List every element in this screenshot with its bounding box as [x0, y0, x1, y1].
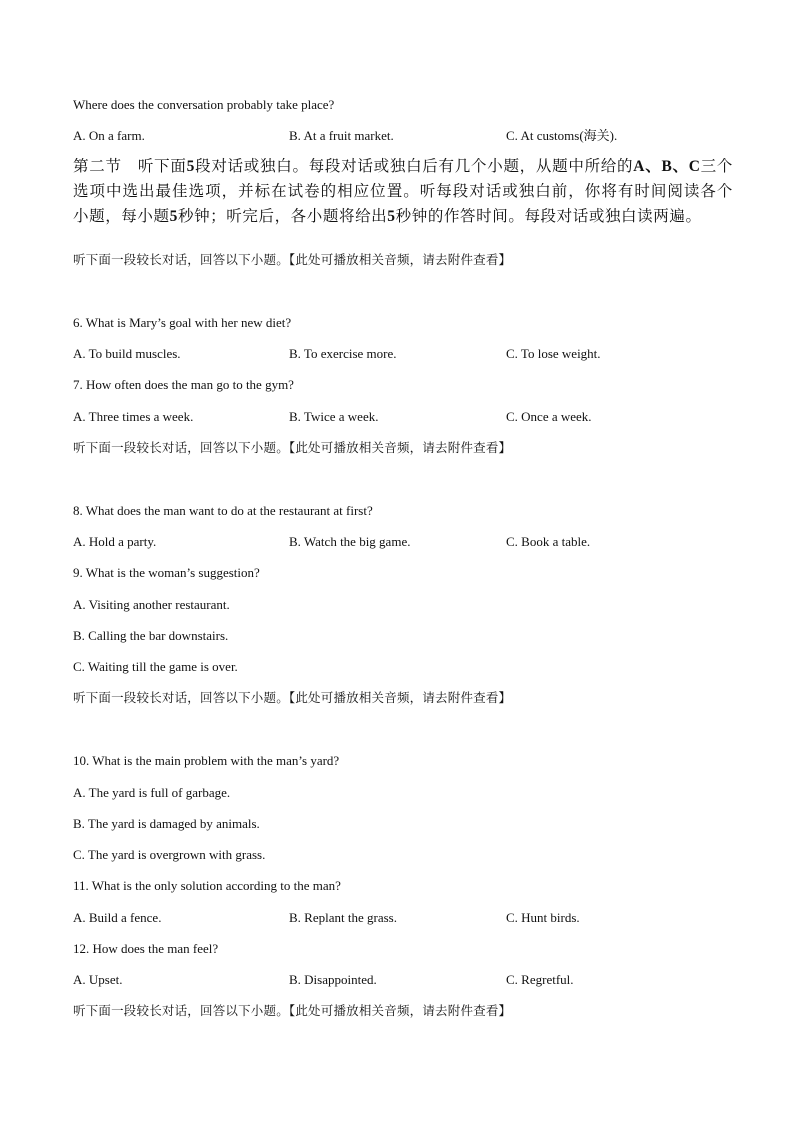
instr-text: 秒钟；听完后，各小题将给出 [177, 208, 388, 225]
instr-letter: C [688, 158, 701, 175]
option-a: A. On a farm. [73, 128, 145, 143]
question-10-option-c: C. The yard is overgrown with grass. [73, 847, 266, 862]
question-6-stem: 6. What is Mary’s goal with her new diet? [73, 315, 292, 330]
audio-note: 听下面一段较长对话，回答以下小题。【此处可播放相关音频，请去附件查看】 [73, 1004, 512, 1018]
question-5-stem: Where does the conversation probably take place? [73, 97, 335, 112]
option-a: A. Build a fence. [73, 910, 162, 925]
question-10-stem: 10. What is the main problem with the man’s yard? [73, 753, 340, 768]
instr-letter: A [633, 158, 646, 175]
question-9-option-c: C. Waiting till the game is over. [73, 659, 238, 674]
instr-text: 秒钟的作答时间。每段对话或独白读两遍。 [395, 208, 702, 225]
question-9-option-a: A. Visiting another restaurant. [73, 597, 230, 612]
question-9-option-b: B. Calling the bar downstairs. [73, 628, 229, 643]
instr-text: 三个选项中选出最佳选项，并标在试卷的相应位置。听每段对话或独白前，你将有时间阅读各个小题，每小题 [73, 158, 734, 225]
instr-sep: 、 [672, 158, 689, 175]
option-c: C. Regretful. [506, 972, 574, 987]
option-a: A. Upset. [73, 972, 123, 987]
option-a: A. Three times a week. [73, 409, 194, 424]
question-7-stem: 7. How often does the man go to the gym? [73, 377, 294, 392]
option-a: A. Hold a party. [73, 534, 157, 549]
question-10-option-b: B. The yard is damaged by animals. [73, 816, 260, 831]
question-11-stem: 11. What is the only solution according to the man? [73, 878, 341, 893]
section-2-instructions [73, 154, 733, 229]
option-b: B. Watch the big game. [289, 534, 411, 549]
option-b: B. Twice a week. [289, 409, 379, 424]
question-10-option-a: A. The yard is full of garbage. [73, 785, 231, 800]
audio-note: 听下面一段较长对话，回答以下小题。【此处可播放相关音频，请去附件查看】 [73, 691, 512, 705]
question-9-stem: 9. What is the woman’s suggestion? [73, 565, 260, 580]
option-b: B. At a fruit market. [289, 128, 394, 143]
option-a: A. To build muscles. [73, 346, 181, 361]
instr-letter: B [661, 158, 673, 175]
question-8-options [0, 534, 794, 550]
audio-note: 听下面一段较长对话，回答以下小题。【此处可播放相关音频，请去附件查看】 [73, 253, 512, 267]
question-11-options [0, 910, 794, 926]
option-b: B. Disappointed. [289, 972, 377, 987]
question-8-stem: 8. What does the man want to do at the restaurant at first? [73, 503, 373, 518]
question-5-options [0, 128, 794, 144]
instr-text: 第二节 听下面 [73, 158, 187, 175]
option-c: C. To lose weight. [506, 346, 601, 361]
option-c: C. At customs(海关). [506, 128, 618, 143]
question-6-options [0, 346, 794, 362]
option-c: C. Once a week. [506, 409, 592, 424]
option-b: B. To exercise more. [289, 346, 397, 361]
question-7-options [0, 409, 794, 425]
question-12-stem: 12. How does the man feel? [73, 941, 219, 956]
instr-number: 5 [169, 208, 178, 225]
option-c: C. Book a table. [506, 534, 591, 549]
option-b: B. Replant the grass. [289, 910, 397, 925]
option-c: C. Hunt birds. [506, 910, 580, 925]
instr-text: 段对话或独白。每段对话或独白后有几个小题，从题中所给的 [194, 158, 634, 175]
question-12-options [0, 972, 794, 988]
instr-number: 5 [387, 208, 396, 225]
instr-sep: 、 [645, 158, 662, 175]
instr-number: 5 [186, 158, 195, 175]
audio-note: 听下面一段较长对话，回答以下小题。【此处可播放相关音频，请去附件查看】 [73, 441, 512, 455]
